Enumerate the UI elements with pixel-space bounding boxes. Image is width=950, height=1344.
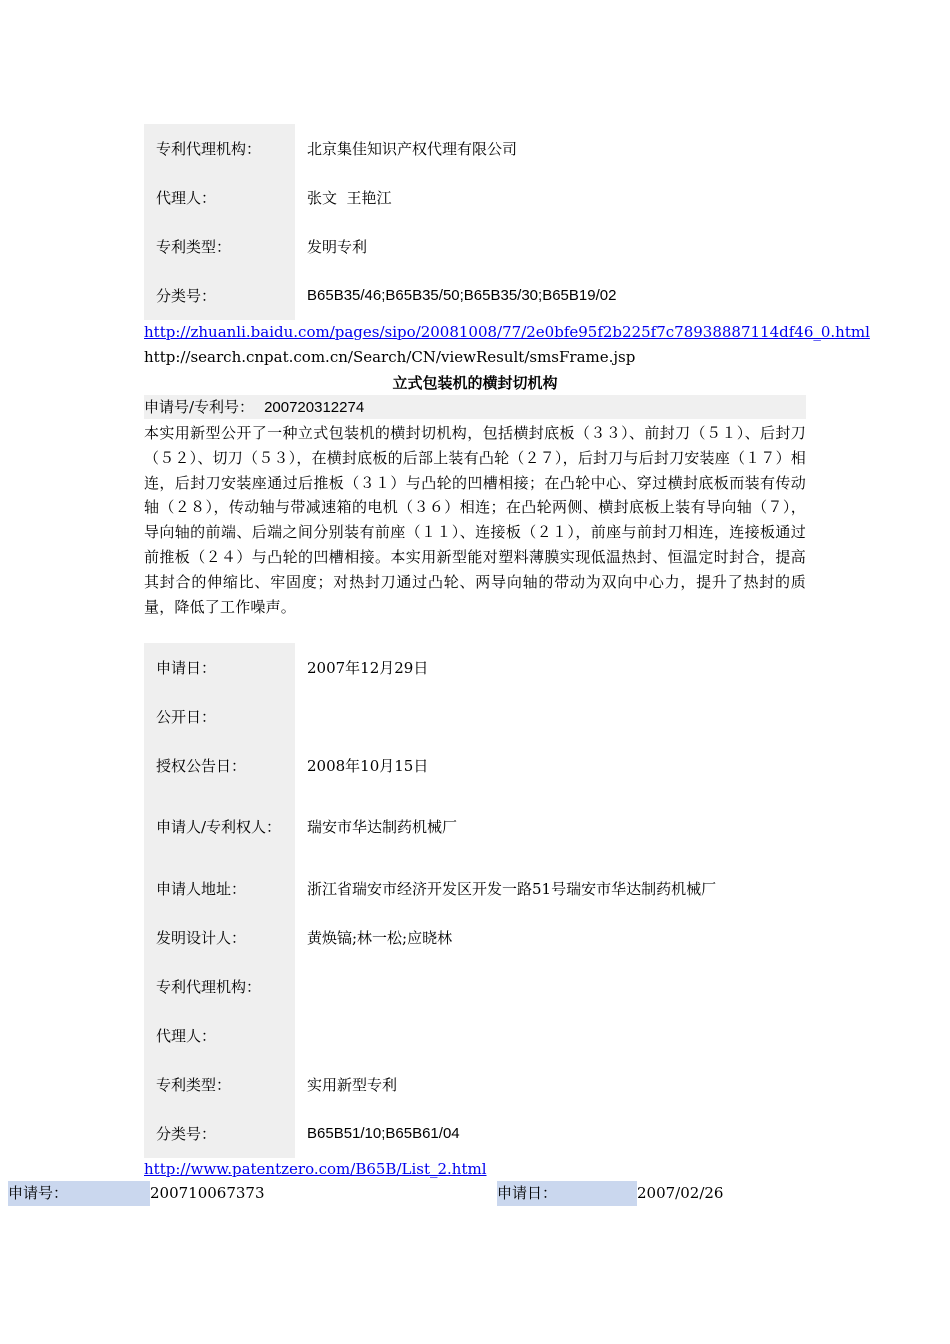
table-row	[144, 790, 806, 864]
classification-label: 分类号：	[144, 271, 295, 320]
patent-type-value-2: 实用新型专利	[307, 1075, 398, 1094]
cnpat-url: http://search.cnpat.com.cn/Search/CN/viewResult/smsFrame.jsp	[144, 348, 636, 366]
table-row	[144, 173, 806, 222]
agent-label-2: 代理人：	[144, 1011, 295, 1060]
applicant-value: 瑞安市华达制药机械厂	[307, 818, 458, 836]
table-row	[144, 692, 806, 741]
bottom-app-date-label: 申请日：	[497, 1181, 637, 1206]
bottom-app-no-label: 申请号：	[8, 1181, 150, 1206]
publication-date-label: 公开日：	[144, 692, 295, 741]
table-row	[144, 864, 806, 913]
patent-type-label-2: 专利类型：	[144, 1060, 295, 1109]
table-row	[144, 741, 806, 790]
inventors-label: 发明设计人：	[144, 913, 295, 962]
applicant-address-label: 申请人地址：	[144, 864, 295, 913]
publication-date-value	[295, 692, 806, 741]
patent-number-label: 申请号/专利号：	[144, 398, 255, 416]
table-row	[144, 271, 806, 320]
patent-type-value: 发明专利	[307, 237, 368, 256]
patent-number-value: 200720312274	[264, 399, 365, 416]
applicant-address-value: 浙江省瑞安市经济开发区开发一路51号瑞安市华达制药机械厂	[307, 879, 717, 898]
application-date-label: 申请日：	[144, 643, 295, 692]
patentzero-link[interactable]: http://www.patentzero.com/B65B/List_2.html	[144, 1160, 487, 1178]
applicant-label: 申请人/专利权人：	[144, 790, 295, 864]
bottom-app-no-value: 200710067373	[150, 1184, 265, 1202]
agency-value: 北京集佳知识产权代理有限公司	[307, 139, 518, 158]
agent-value: 张文 王艳江	[307, 188, 392, 207]
grant-date-label: 授权公告日：	[144, 741, 295, 790]
agent-value-2	[295, 1011, 806, 1060]
table-row	[144, 1109, 806, 1158]
agent-label: 代理人：	[144, 173, 295, 222]
patentzero-link-line	[144, 1159, 487, 1179]
table-row	[144, 643, 806, 692]
table-row	[144, 913, 806, 962]
agency-label: 专利代理机构：	[144, 124, 295, 173]
inventors-value: 黄焕镐;林一松;应晓林	[307, 928, 453, 947]
baidu-link[interactable]: http://zhuanli.baidu.com/pages/sipo/20081008/77/2e0bfe95f2b225f7c78938887114df46_0.html	[144, 323, 870, 341]
patent-type-label: 专利类型：	[144, 222, 295, 271]
patent-number-bar	[144, 395, 806, 419]
table-row	[144, 124, 806, 173]
agency-value-2	[295, 962, 806, 1011]
application-date-value: 2007年12月29日	[307, 658, 429, 677]
classification-value: B65B35/46;B65B35/50;B65B35/30;B65B19/02	[307, 286, 617, 304]
table-row	[144, 962, 806, 1011]
grant-date-value: 2008年10月15日	[307, 756, 429, 775]
detail-info-table	[144, 643, 806, 1158]
patent-abstract: 本实用新型公开了一种立式包装机的横封切机构，包括横封底板（３３）、前封刀（５１）、后封刀（５２）、切刀（５３），在横封底板的后部上装有凸轮（２７），后封刀与后封刀安装座（１７）相连，后封刀安装座通过后推板（３１）与凸轮的凹槽相接；在凸轮中心、穿过横封底板而装有传动轴（２８），传动轴与带减速箱的电机（３６）相连；在凸轮两侧、横封底板上装有导向轴（７），导向轴的前端、后端之间分别装有前座（１１）、连接板（２１），前座与前封刀相连，连接板通过前推板（２４）与凸轮的凹槽相接。本实用新型能对塑料薄膜实现低温热封、恒温定时封合，提高其封合的伸缩比、牢固度；对热封刀通过凸轮、两导向轴的带动为双向中心力，提升了热封的质量，降低了工作噪声。	[144, 424, 806, 616]
classification-label-2: 分类号：	[144, 1109, 295, 1158]
classification-value-2: B65B51/10;B65B61/04	[307, 1124, 460, 1142]
table-row	[144, 222, 806, 271]
baidu-link-line	[144, 322, 870, 342]
table-row	[144, 1060, 806, 1109]
bottom-app-date-value: 2007/02/26	[637, 1184, 724, 1202]
patent-title: 立式包装机的横封切机构	[392, 374, 558, 392]
agency-label-2: 专利代理机构：	[144, 962, 295, 1011]
table-row	[144, 1011, 806, 1060]
top-info-table	[144, 124, 806, 320]
